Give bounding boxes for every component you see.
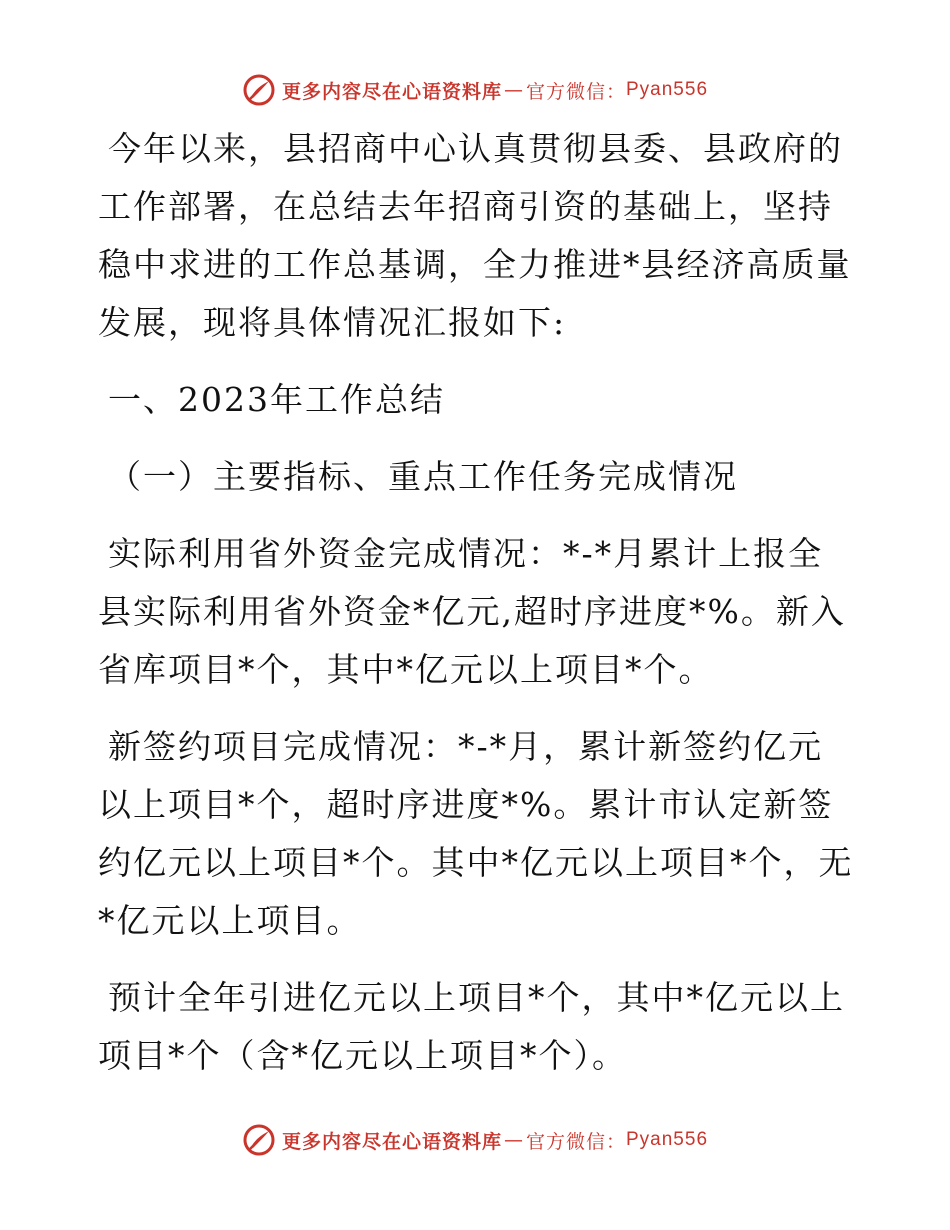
footer-contact-label: 官方微信： (525, 1130, 626, 1153)
quill-logo-icon (242, 1123, 276, 1157)
header-site-text: 更多内容尽在心语资料库 (281, 80, 502, 103)
header-banner (0, 70, 950, 110)
header-contact-id: Pyan556 (626, 79, 709, 100)
header-dash: — (503, 79, 524, 101)
footer-banner (0, 1120, 950, 1160)
intro-paragraph: 今年以来，县招商中心认真贯彻县委、县政府的工作部署，在总结去年招商引资的基础上，坚持稳中求进的工作总基调，全力推进*县经济高质量发展，现将具体情况汇报如下: (98, 129, 852, 342)
subsection-heading: （一）主要指标、重点工作任务完成情况 (108, 457, 738, 496)
new-projects-paragraph: 新签约项目完成情况：*-*月，累计新签约亿元以上项目*个，超时序进度*%。累计市认定新签约亿元以上项目*个。其中*亿元以上项目*个，无*亿元以上项目。 (98, 727, 854, 940)
forecast-paragraph: 预计全年引进亿元以上项目*个，其中*亿元以上项目*个（含*亿元以上项目*个）。 (98, 978, 845, 1075)
section-heading: 一、2023年工作总结 (108, 380, 445, 419)
footer-contact-id: Pyan556 (626, 1129, 709, 1150)
footer-dash: — (503, 1129, 524, 1151)
footer-site-text: 更多内容尽在心语资料库 (281, 1130, 502, 1153)
header-contact-label: 官方微信： (525, 80, 626, 103)
document-body (98, 120, 858, 1085)
funds-paragraph: 实际利用省外资金完成情况：*-*月累计上报全县实际利用省外资金*亿元,超时序进度*%。新入省库项目*个，其中*亿元以上项目*个。 (98, 534, 846, 689)
quill-logo-icon (242, 73, 276, 107)
